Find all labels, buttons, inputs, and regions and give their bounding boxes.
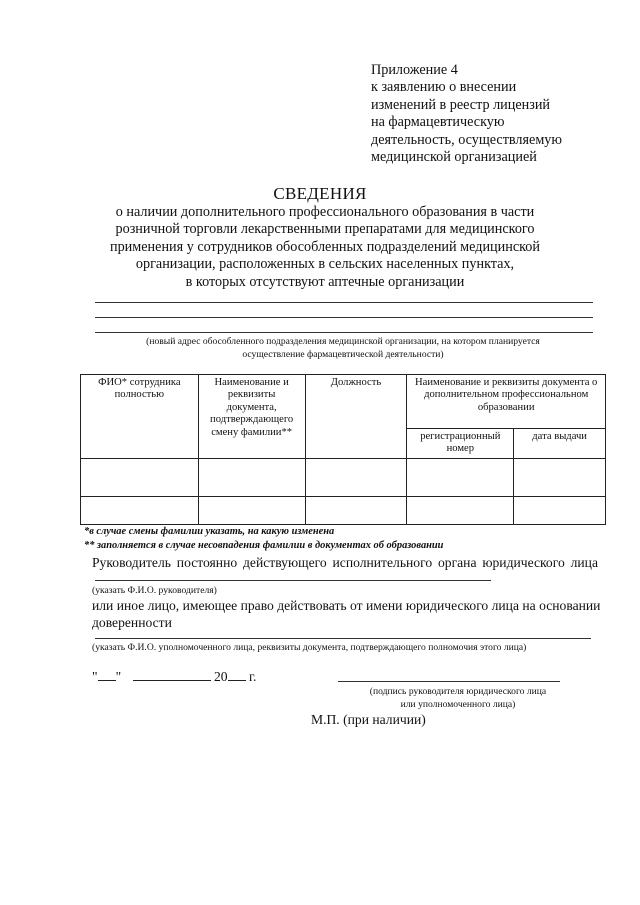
subtitle-line: организации, расположенных в сельских населенных пунктах, [135,256,515,273]
footnote-1: *в случае смены фамилии указать, на какую изменена [84,526,335,537]
header-education-doc: Наименование и реквизиты документа о дополнительном профессиональном образовании [407,375,606,429]
table-cell[interactable] [407,497,514,525]
table-cell[interactable] [514,497,606,525]
quote-close: " [115,669,122,684]
date-line [92,668,256,685]
signature-caption-line: или уполномоченного лица) [400,699,516,710]
header-reg-number: регистрационный номер [407,429,514,459]
head-text: Руководитель постоянно действующего исполнительного органа юридического лица [92,555,598,570]
year-suffix: г. [248,669,257,684]
stamp-note: М.П. (при наличии) [311,712,426,727]
table-cell[interactable] [305,497,407,525]
annex-line: деятельность, осуществляемую [371,131,562,148]
annex-line: изменений в реестр лицензий [371,96,551,113]
year-prefix: 20 [213,669,228,684]
signature-caption [338,685,578,711]
other-person-line: доверенности [92,615,172,630]
table-cell[interactable] [407,459,514,497]
address-field-line-1[interactable] [95,302,593,303]
quote-open: " [92,669,98,684]
subtitle-line: розничной торговли лекарственными препаратами для медицинского [115,221,535,238]
document-title: СВЕДЕНИЯ [273,184,367,203]
subtitle-line: в которых отсутствуют аптечные организации [185,273,465,290]
month-field[interactable] [133,669,211,681]
table-cell[interactable] [305,459,407,497]
annex-line: Приложение 4 [371,62,458,78]
header-issue-date: дата выдачи [514,429,606,459]
address-field-line-3[interactable] [95,332,593,333]
address-caption [80,335,606,361]
address-caption-line: осуществление фармацевтической деятельности) [242,349,444,360]
annex-line: на фармацевтическую [371,114,505,131]
signature-field[interactable] [338,681,560,682]
other-person-text [92,597,602,631]
table-cell[interactable] [198,459,305,497]
head-name-field[interactable] [95,580,491,581]
table-cell[interactable] [81,497,199,525]
table-cell[interactable] [81,459,199,497]
authorized-caption: (указать Ф.И.О. уполномоченного лица, реквизиты документа, подтверждающего полномочия этого лица) [92,642,527,653]
address-caption-line: (новый адрес обособленного подразделения медицинской организации, на котором планируется [146,336,540,347]
year-field[interactable] [228,669,246,681]
header-name-change-doc: Наименование и реквизиты документа, подтверждающего смену фамилии** [198,375,305,459]
annex-line: к заявлению о внесении [371,79,517,96]
table-row [81,497,606,525]
header-position: Должность [305,375,407,459]
subtitle-line: применения у сотрудников обособленных подразделений медицинской [110,238,540,255]
head-caption: (указать Ф.И.О. руководителя) [92,585,217,596]
other-person-line: или иное лицо, имеющее право действовать от имени юридического лица на основании [92,598,601,613]
subtitle-line: о наличии дополнительного профессионального образования в части [115,204,535,220]
footnote-2: ** заполняется в случае несовпадения фамилии в документах об образовании [84,540,444,551]
signature-caption-line: (подпись руководителя юридического лица [369,686,547,697]
staff-table [80,374,606,525]
header-fio: ФИО* сотрудника полностью [81,375,199,459]
authorized-person-field[interactable] [95,638,591,639]
annex-line: медицинской организацией [371,149,537,166]
day-field[interactable] [98,669,116,681]
table-row [81,459,606,497]
annex-header [371,62,621,166]
table-cell[interactable] [198,497,305,525]
document-subtitle [80,204,570,291]
address-field-line-2[interactable] [95,317,593,318]
table-cell[interactable] [514,459,606,497]
